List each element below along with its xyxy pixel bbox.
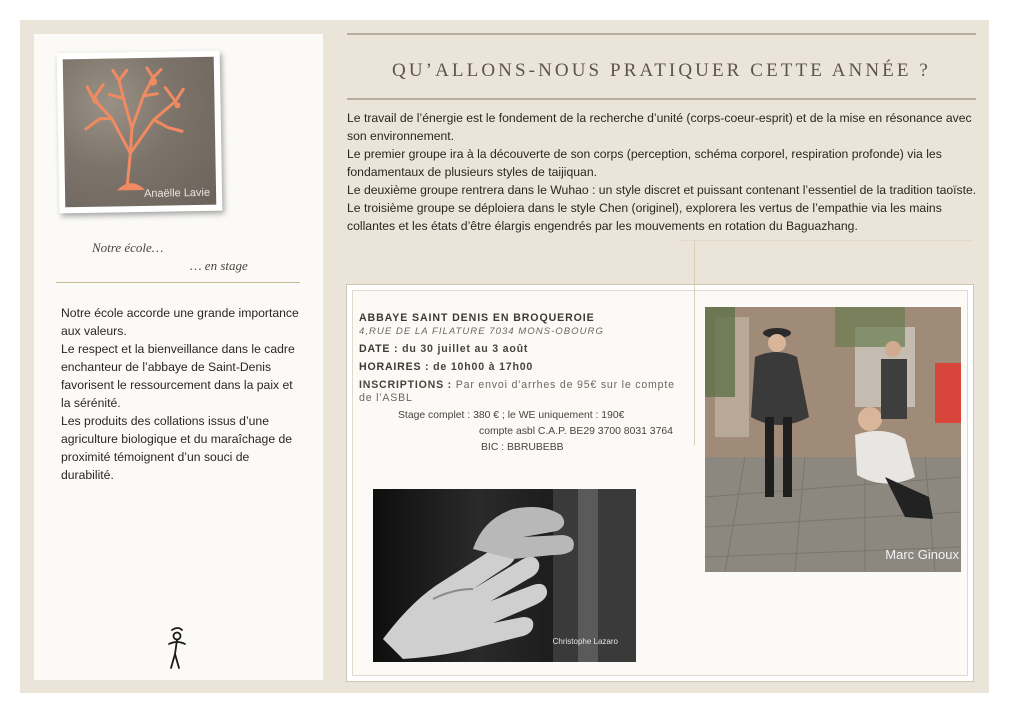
values-paragraph: Notre école accorde une grande importance aux valeurs. — [61, 306, 299, 338]
price-line: Stage complet : 380 € ; le WE uniquement : 190€ — [398, 410, 625, 421]
program-text — [347, 109, 979, 235]
page-title: QU’ALLONS-NOUS PRATIQUER CETTE ANNÉE ? — [392, 60, 931, 81]
program-paragraph: Le travail de l’énergie est le fondement de la recherche d’unité (corps-coeur-esprit) et de la mise en résonance avec son environnement. — [347, 111, 972, 143]
date-value: du 30 juillet au 3 août — [402, 343, 529, 355]
date-line — [359, 343, 689, 355]
inscriptions-line — [359, 379, 689, 405]
tree-petroglyph-photo — [57, 51, 223, 214]
photo-credit: Christophe Lazaro — [552, 637, 618, 646]
date-label: DATE : — [359, 343, 399, 355]
values-text — [61, 304, 301, 484]
school-tagline-2: … en stage — [190, 258, 248, 273]
tree-petroglyph-image — [63, 57, 217, 208]
inscriptions-value: Par envoi d’arrhes de 95€ sur le compte de l’ASBL — [359, 379, 675, 404]
inscriptions-label: INSCRIPTIONS : — [359, 379, 453, 391]
event-details — [359, 312, 689, 453]
group-illustration — [705, 307, 961, 572]
decorative-vertical-line — [694, 240, 695, 445]
program-paragraph: Le deuxième groupe rentrera dans le Wuhao : un style discret et puissant contenant l’essentiel de la tradition taoïste. Le troisième groupe se déploiera dans le style Chen (originel), explorera les vertus de l’empathie via les mains collantes et les états d’être élargis engendrés par les mouvements en rotation du Baguazhang. — [347, 183, 977, 233]
school-tagline-1: Notre école… — [92, 240, 164, 255]
hours-value: de 10h00 à 17h00 — [433, 361, 534, 373]
photo-credit: Marc Ginoux — [885, 547, 959, 562]
values-paragraph: Le respect et la bienveillance dans le cadre enchanteur de l’abbaye de Saint-Denis favorisent le ressourcement dans la paix et la sérénité. — [61, 342, 295, 410]
group-photo — [705, 307, 961, 572]
divider — [56, 282, 300, 283]
title-rule-bottom — [347, 98, 976, 100]
logo-icon — [166, 624, 188, 672]
venue-address: 4,RUE DE LA FILATURE 7034 MONS-OBOURG — [359, 326, 604, 337]
bank-account: compte asbl C.A.P. BE29 3700 8031 3764 — [479, 426, 673, 437]
coral-tree-drawing — [63, 57, 217, 208]
hours-label: HORAIRES : — [359, 361, 430, 373]
photo-credit: Anaëlle Lavie — [143, 186, 211, 200]
bic-code: BIC : BBRUBEBB — [481, 442, 564, 453]
values-paragraph: Les produits des collations issus d’une agriculture biologique et du maraîchage de proximité témoignent d’un souci de durabilité. — [61, 414, 293, 482]
hands-photo — [373, 489, 636, 662]
hours-line — [359, 361, 689, 373]
venue-name: ABBAYE SAINT DENIS EN BROQUEROIE — [359, 312, 595, 324]
program-paragraph: Le premier groupe ira à la découverte de son corps (perception, schéma corporel, respiration profonde) via les fondamentaux de plusieurs styles de taijiquan. — [347, 147, 942, 179]
title-rule-top — [347, 33, 976, 35]
decorative-line — [680, 240, 972, 241]
